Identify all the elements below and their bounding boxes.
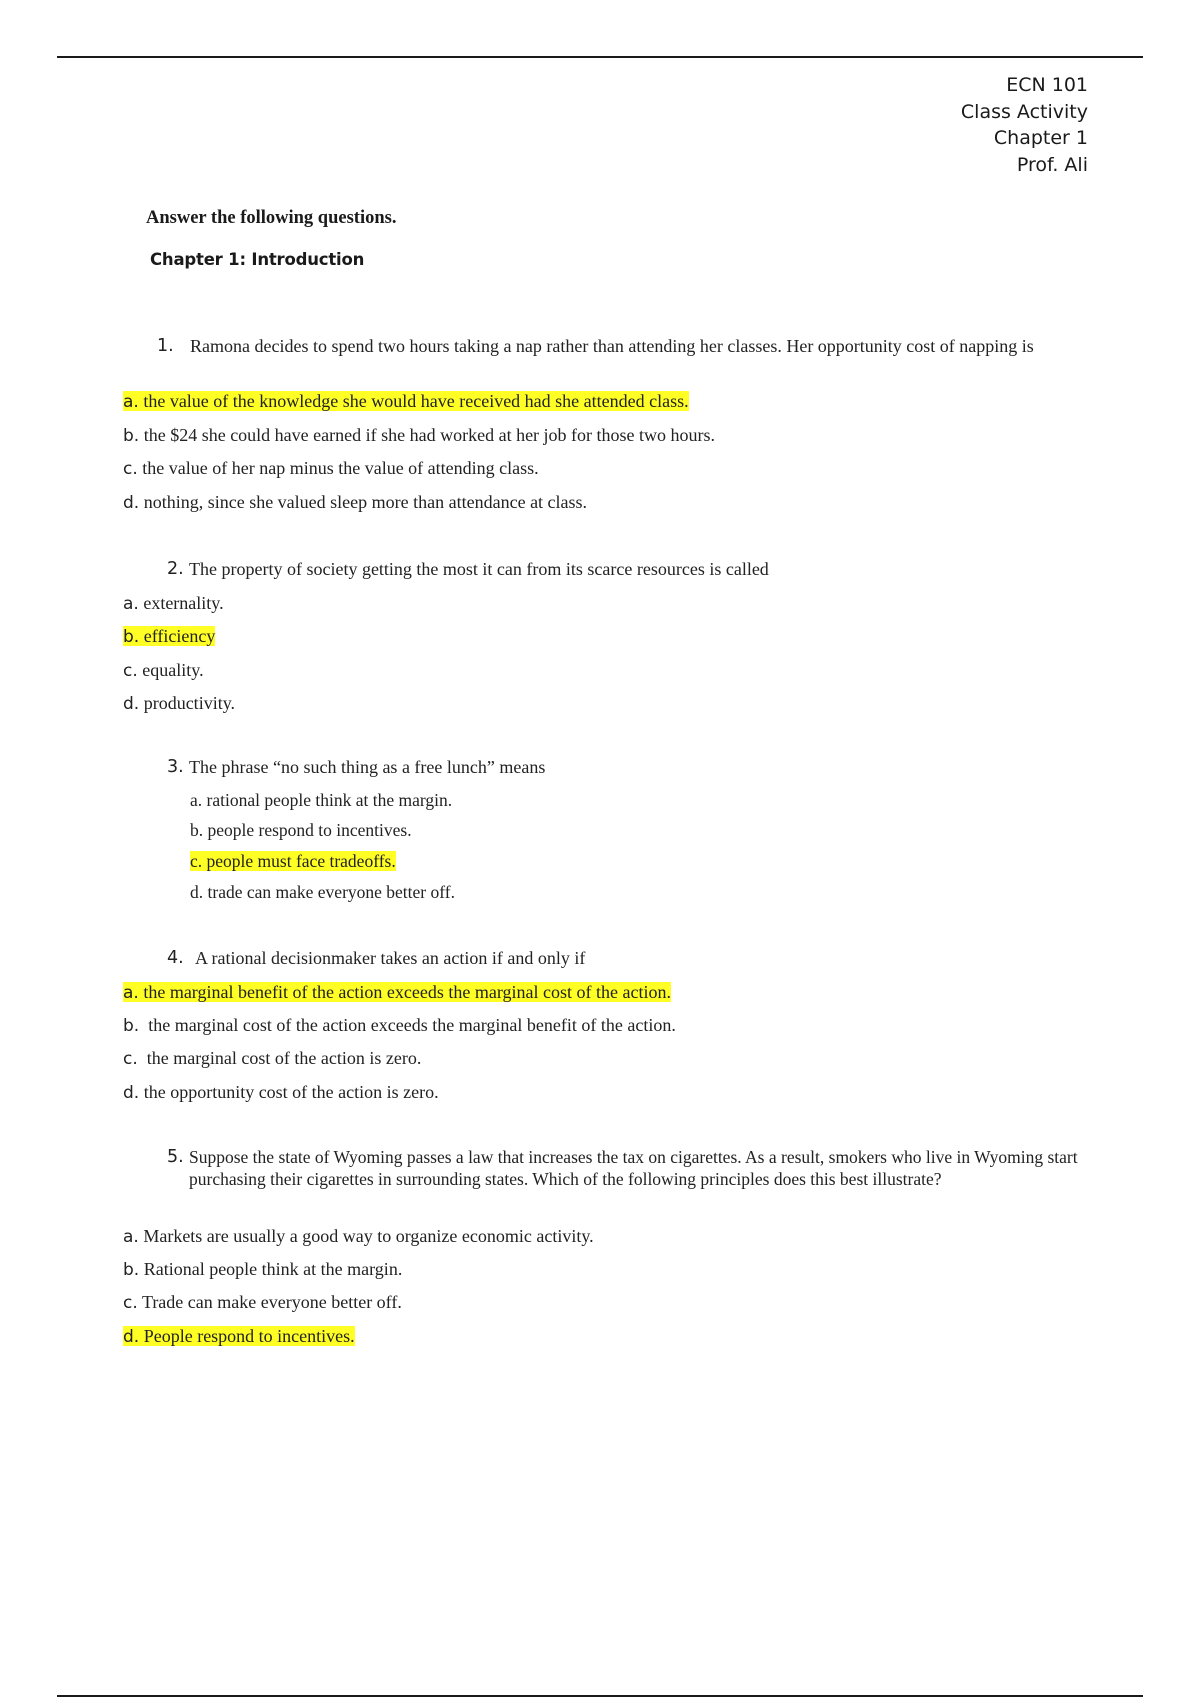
question-text: The property of society getting the most it can from its scarce resources is called [189, 559, 769, 579]
option-letter: a. [123, 983, 139, 1003]
q2-option-d [123, 691, 235, 716]
option-letter: c. [123, 1293, 138, 1313]
q5-option-a [123, 1224, 594, 1249]
q3-option-b [190, 818, 412, 842]
q4-option-c [123, 1046, 421, 1071]
option-text: rational people think at the margin. [206, 790, 453, 810]
option-text: Markets are usually a good way to organize economic activity. [143, 1226, 594, 1246]
option-letter: d. [123, 694, 140, 714]
question-1 [157, 335, 1057, 358]
option-text: the marginal benefit of the action exceeds the marginal cost of the action. [143, 982, 671, 1002]
question-text: Suppose the state of Wyoming passes a law that increases the tax on cigarettes. As a result, smokers who live in Wyoming start purchasing their cigarettes in surrounding states. Which of the following principles does this best illustrate? [189, 1147, 1078, 1189]
option-text: the marginal cost of the action exceeds the marginal benefit of the action. [148, 1015, 676, 1035]
q2-option-c [123, 658, 204, 683]
option-text: the $24 she could have earned if she had worked at her job for those two hours. [143, 425, 716, 445]
q1-option-b [123, 423, 715, 448]
q5-option-d [123, 1324, 355, 1349]
instructions: Answer the following questions. [146, 208, 397, 228]
q3-option-d [190, 880, 455, 904]
option-text: the opportunity cost of the action is zero. [143, 1082, 439, 1102]
option-text: externality. [143, 593, 224, 613]
answer-highlight [123, 391, 689, 411]
option-letter: a. [123, 1227, 139, 1247]
question-number: 5. [167, 1147, 184, 1167]
option-text: the value of the knowledge she would have received had she attended class. [143, 391, 689, 411]
course-code: ECN 101 [1006, 74, 1088, 96]
question-number: 2. [167, 559, 184, 579]
question-text: Ramona decides to spend two hours taking a nap rather than attending her classes. Her opportunity cost of napping is [190, 336, 1034, 356]
document-header [961, 72, 1088, 178]
chapter-heading: Chapter 1: Introduction [150, 250, 365, 269]
activity-label: Class Activity [960, 100, 1088, 123]
question-4 [167, 947, 1067, 970]
option-letter: c. [190, 851, 203, 871]
q3-option-c [190, 849, 396, 873]
question-3 [167, 756, 1067, 779]
question-number: 3. [167, 757, 184, 777]
option-letter: b. [123, 426, 140, 446]
option-letter: b. [190, 820, 204, 840]
option-letter: d. [123, 1327, 140, 1347]
question-5 [167, 1146, 1082, 1190]
option-text: the marginal cost of the action is zero. [146, 1048, 422, 1068]
q2-option-a [123, 591, 224, 616]
q4-option-d [123, 1080, 439, 1105]
professor-name: Prof. Ali [1016, 153, 1088, 176]
option-letter: c. [123, 459, 138, 479]
q2-option-b [123, 624, 215, 649]
q5-option-c [123, 1290, 402, 1315]
q1-option-c [123, 456, 539, 481]
option-text: the value of her nap minus the value of attending class. [142, 458, 539, 478]
q3-option-a [190, 788, 452, 812]
answer-highlight [123, 1326, 355, 1346]
option-letter: d. [123, 1083, 140, 1103]
option-text: equality. [142, 660, 204, 680]
option-letter: d. [123, 493, 140, 513]
q4-option-a [123, 980, 671, 1005]
option-text: people respond to incentives. [207, 820, 412, 840]
q1-option-a [123, 389, 689, 414]
question-number: 1. [157, 336, 174, 356]
option-text: people must face tradeoffs. [206, 851, 396, 871]
option-letter: c. [123, 661, 138, 681]
option-text: efficiency [143, 626, 216, 646]
q5-option-b [123, 1257, 402, 1282]
option-letter: b. [123, 1260, 140, 1280]
answer-highlight [123, 982, 671, 1002]
bottom-rule [57, 1695, 1143, 1697]
option-letter: a. [123, 392, 139, 412]
question-text: A rational decisionmaker takes an action if and only if [195, 948, 586, 968]
option-letter: c. [123, 1049, 138, 1069]
question-number: 4. [167, 948, 184, 968]
option-text: nothing, since she valued sleep more than attendance at class. [143, 492, 588, 512]
q1-option-d [123, 490, 587, 515]
question-2 [167, 558, 1067, 581]
option-letter: a. [190, 790, 203, 810]
option-letter: b. [123, 627, 140, 647]
option-text: trade can make everyone better off. [207, 882, 455, 902]
answer-highlight [123, 626, 215, 646]
option-letter: d. [190, 882, 204, 902]
answer-highlight [190, 851, 396, 871]
option-letter: a. [123, 594, 139, 614]
top-rule [57, 56, 1143, 58]
option-letter: b. [123, 1016, 140, 1036]
q4-option-b [123, 1013, 676, 1038]
option-text: People respond to incentives. [143, 1326, 355, 1346]
question-text: The phrase “no such thing as a free lunch” means [189, 757, 546, 777]
option-text: productivity. [143, 693, 236, 713]
option-text: Trade can make everyone better off. [141, 1292, 402, 1312]
option-text: Rational people think at the margin. [143, 1259, 403, 1279]
chapter-label: Chapter 1 [993, 127, 1088, 149]
